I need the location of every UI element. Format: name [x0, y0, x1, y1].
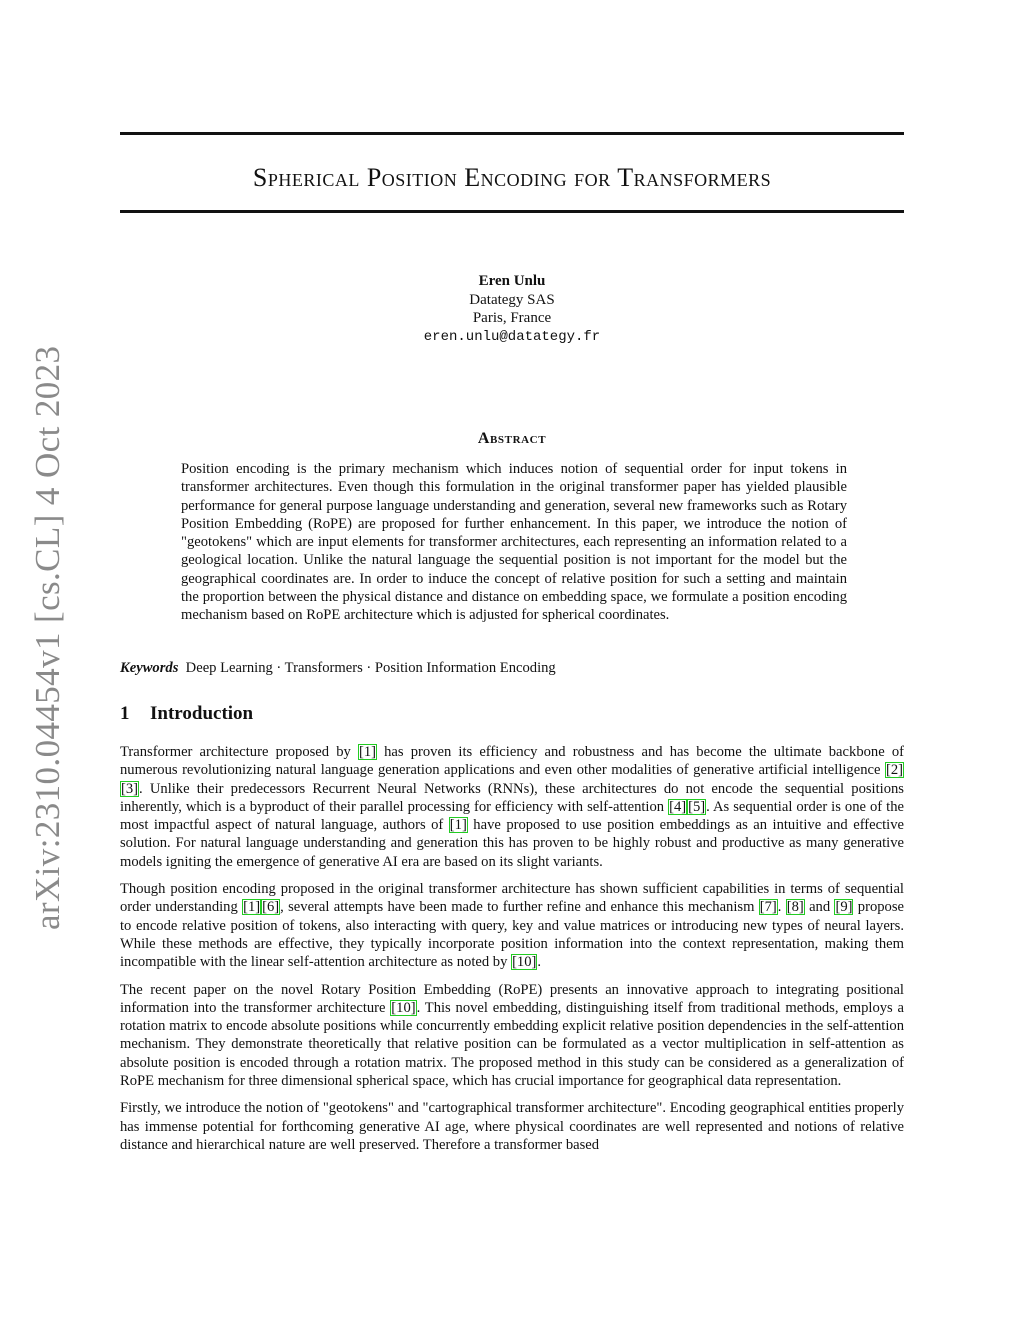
paragraph-text: . Unlike their predecessors Recurrent Neural Networks (RNNs), these architectures do not encode the sequential positions inherently, which is a byproduct of their parallel processing for efficiency with self-attention	[120, 780, 904, 815]
citation-link[interactable]: [7]	[759, 899, 777, 916]
keywords-label: Keywords	[120, 660, 179, 676]
paragraph-text: has proven its efficiency and robustness and has become the ultimate backbone of numerous revolutionizing natural language generation applications and even other modalities of generative artificial intelligence	[120, 744, 904, 779]
keywords-list: Deep Learning · Transformers · Position Information Encoding	[185, 660, 556, 676]
paragraph-text: , several attempts have been made to further refine and enhance this mechanism	[280, 899, 759, 916]
paragraph-text: .	[777, 899, 786, 916]
citation-link[interactable]: [1]	[243, 899, 261, 916]
paragraph-text: Though position encoding proposed in the original transformer architecture has shown sufficient capabilities in terms of sequential order understanding	[120, 881, 904, 916]
citation-link[interactable]: [2]	[885, 762, 903, 779]
paragraph-text: Transformer architecture proposed by	[120, 744, 358, 760]
paragraph-text: . This novel embedding, distinguishing itself from traditional methods, employs a rotation matrix to encode absolute positions while concurrently embedding explicit relative position dependencies in the self-attention mechanism. They demonstrate theoretically that relative position can be formulated as a vector multiplication in self-attention as absolute position is encoded through a rotation matrix. The proposed method in this study can be considered as a generalization of RoPE mechanism for three dimensional spherical space, which has crucial importance for geographical data representation.	[120, 999, 904, 1090]
paragraph-1	[120, 743, 904, 871]
arxiv-identifier: arXiv:2310.04454v1 [cs.CL] 4 Oct 2023	[28, 345, 67, 930]
citation-link[interactable]: [8]	[786, 899, 804, 916]
paragraph-text: propose to encode relative position of tokens, also interacting with query, key and value matrices or introducing new types of neural layers. While these methods are effective, they typically incorporate position information into the context representation, making them incompatible with the linear self-attention architecture as noted by	[120, 899, 904, 971]
section-heading	[120, 702, 253, 726]
author-email[interactable]: eren.unlu@datategy.fr	[423, 328, 601, 345]
citation-link[interactable]: [10]	[512, 954, 537, 971]
citation-link[interactable]: [6]	[262, 899, 280, 916]
keywords-line	[120, 659, 904, 677]
author-name: Eren Unlu	[478, 273, 546, 289]
citation-link[interactable]: [10]	[391, 999, 416, 1016]
paragraph-text: Firstly, we introduce the notion of "geotokens" and "cartographical transformer architecture". Encoding geographical entities properly has immense potential for forthcoming generative AI age, where physical coordinates are well represented and notions of relative distance and hierarchical nature are well preserved. Therefore a transformer based	[120, 1100, 904, 1153]
section-body	[120, 743, 904, 1163]
paper-title: Spherical Position Encoding for Transformers	[252, 163, 772, 192]
paragraph-text: . As sequential order is one of the most impactful aspect of natural language, authors of	[120, 798, 904, 834]
paragraph-text: .	[537, 954, 542, 971]
paragraph-3	[120, 981, 904, 1091]
citation-link[interactable]: [1]	[449, 817, 467, 834]
author-affiliation: Datategy SAS	[469, 291, 555, 308]
citation-link[interactable]: [9]	[835, 899, 853, 916]
citation-link[interactable]: [4]	[669, 798, 687, 815]
author-block	[312, 272, 712, 346]
citation-link[interactable]: [3]	[121, 780, 139, 797]
citation-link[interactable]: [1]	[358, 744, 376, 760]
paragraph-text: have proposed to use position embeddings as an intuitive and effective solution. For natural language understanding and generation this has proven to be highly robust and productive as many generative models igniting the emergence of generative AI era are based on its slight variants.	[120, 817, 904, 870]
paragraph-text: The recent paper on the novel Rotary Position Embedding (RoPE) presents an innovative approach to integrating positional information into the transformer architecture	[120, 981, 904, 1016]
author-location: Paris, France	[472, 310, 552, 326]
title-rule-top	[120, 132, 904, 135]
section-number: 1	[120, 703, 130, 724]
paragraph-text: and	[804, 899, 835, 916]
title-rule-bottom	[120, 210, 904, 213]
paragraph-2	[120, 880, 904, 971]
paragraph-4	[120, 1099, 904, 1154]
abstract-text: Position encoding is the primary mechanism which induces notion of sequential order for input tokens in transformer architectures. Even though this formulation in the original transformer paper has yielded plausible performance for general purpose language understanding and generation, several new frameworks such as Rotary Position Embedding (RoPE) are proposed for further enhancement. In this paper, we introduce the notion of "geotokens" which are input elements for transformer architectures, each representing an information related to a geological location. Unlike the natural language the sequential position is not important for the model but the geographical coordinates are. In order to induce the concept of relative position for such a setting and maintain the proportion between the physical distance and distance on embedding space, we formulate a position encoding mechanism based on RoPE architecture which is adjusted for spherical coordinates.	[181, 461, 847, 624]
section-title: Introduction	[150, 703, 254, 724]
abstract-heading: Abstract	[477, 430, 547, 447]
citation-link[interactable]: [5]	[688, 798, 706, 815]
